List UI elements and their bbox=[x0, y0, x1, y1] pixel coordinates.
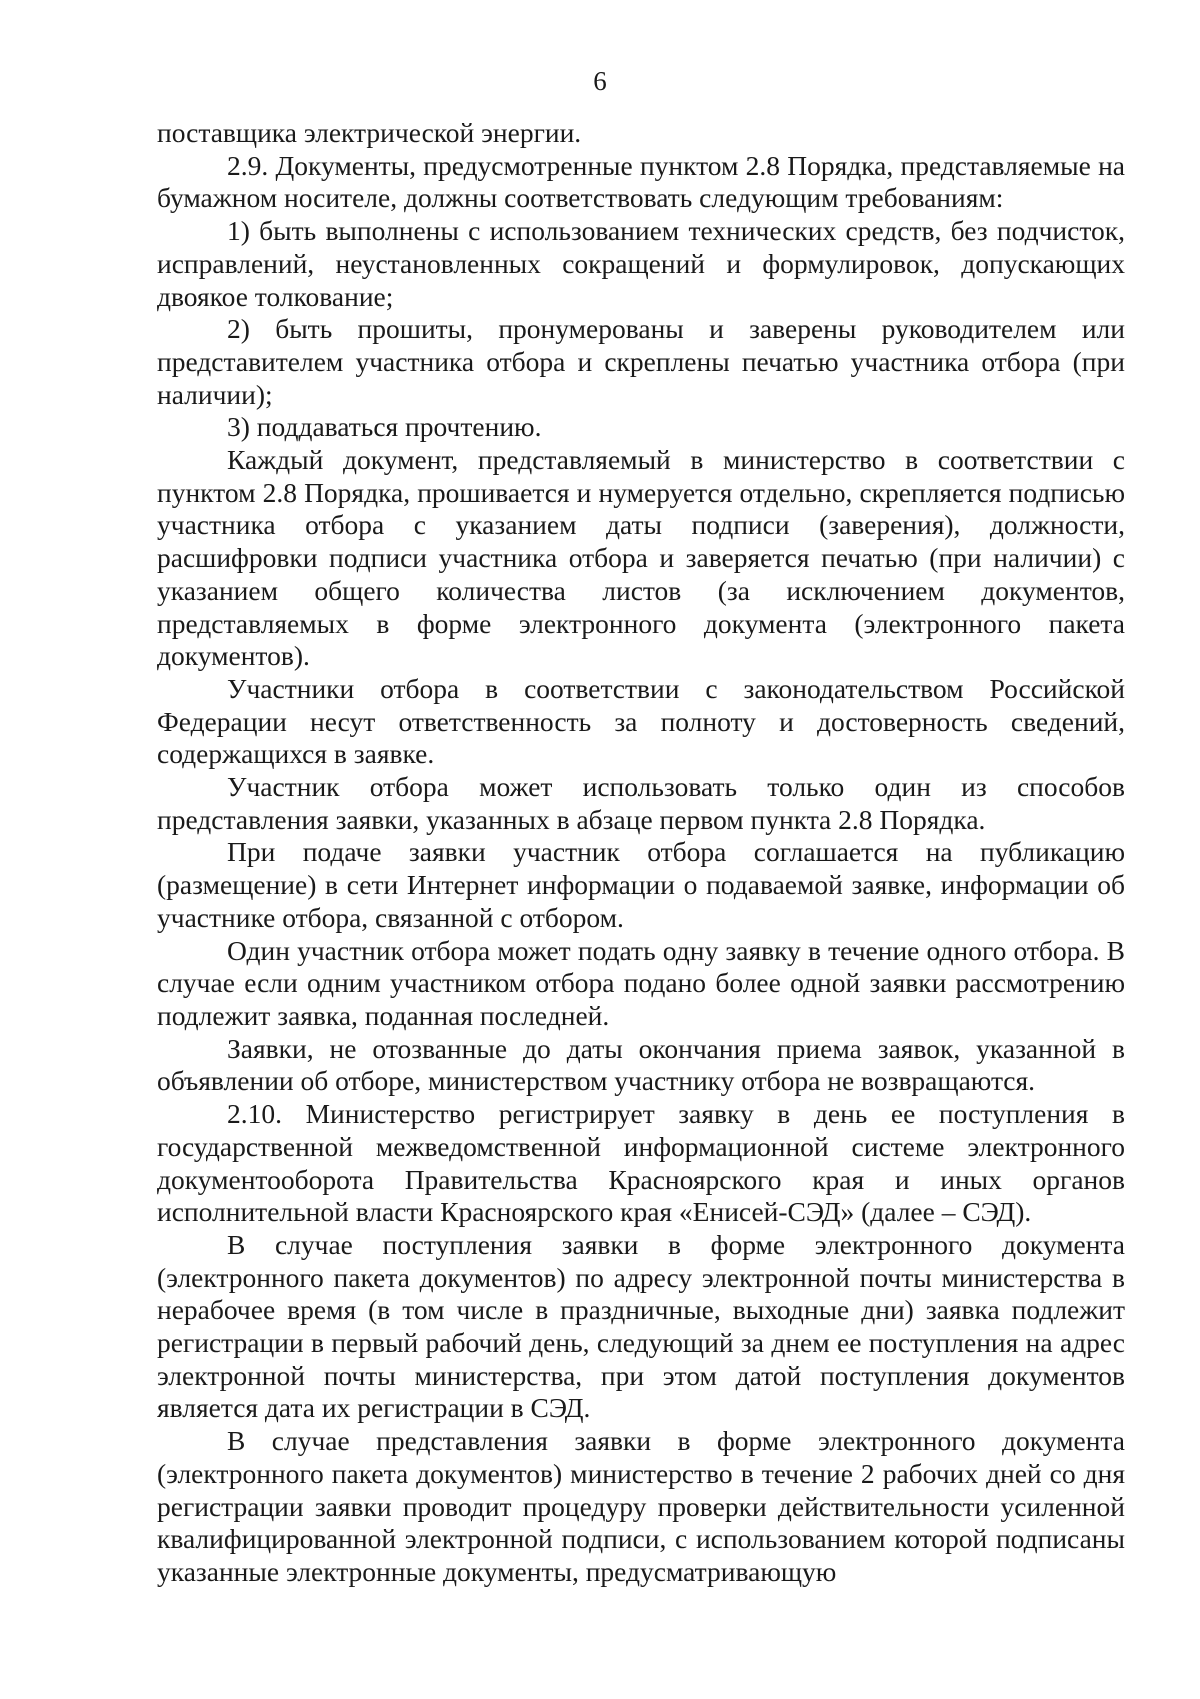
list-item-1: 1) быть выполнены с использованием технических средств, без подчисток, исправлений, неустановленных сокращений и формулировок, допускающих двоякое толкование; bbox=[157, 215, 1125, 312]
paragraph-2-9: 2.9. Документы, предусмотренные пунктом 2.8 Порядка, представляемые на бумажном носителе, должны соответствовать следующим требованиям: bbox=[157, 149, 1125, 214]
paragraph-2-10: 2.10. Министерство регистрирует заявку в день ее поступления в государственной межведомственной информационной системе электронного документооборота Правительства Красноярского края и иных органов исполнительной власти Красноярского края «Енисей-СЭД» (далее – СЭД). bbox=[157, 1098, 1125, 1228]
paragraph-one-application: Один участник отбора может подать одну заявку в течение одного отбора. В случае если одним участником отбора подано более одной заявки рассмотрению подлежит заявка, поданная последней. bbox=[157, 934, 1125, 1031]
paragraph-responsibility: Участники отбора в соответствии с законодательством Российской Федерации несут ответственность за полноту и достоверность сведений, содержащихся в заявке. bbox=[157, 672, 1125, 770]
paragraph-continuation: поставщика электрической энергии. bbox=[157, 117, 582, 148]
document-body bbox=[157, 117, 1125, 1589]
list-item-2: 2) быть прошиты, пронумерованы и заверены руководителем или представителем участника отбора и скреплены печатью участника отбора (при наличии); bbox=[157, 313, 1125, 410]
paragraph-each-document: Каждый документ, представляемый в министерство в соответствии с пунктом 2.8 Порядка, прошивается и нумеруется отдельно, скрепляется подписью участника отбора с указанием даты подписи (заверения), должности, расшифровки подписи участника отбора и заверяется печатью (при наличии) с указанием общего количества листов (за исключением документов, представляемых в форме электронного документа (электронного пакета документов). bbox=[157, 444, 1125, 672]
page-number: 6 bbox=[593, 66, 607, 96]
paragraph-not-returned: Заявки, не отозванные до даты окончания приема заявок, указанной в объявлении об отборе, министерством участнику отбора не возвращаются. bbox=[157, 1032, 1125, 1097]
paragraph-electronic-signature: В случае представления заявки в форме электронного документа (электронного пакета документов) министерство в течение 2 рабочих дней со дня регистрации заявки проводит процедуру проверки действительности усиленной квалифицированной электронной подписи, с использованием которой подписаны указанные электронные документы, предусматривающую bbox=[157, 1425, 1125, 1587]
paragraph-non-working-time: В случае поступления заявки в форме электронного документа (электронного пакета документов) по адресу электронной почты министерства в нерабочее время (в том числе в праздничные, выходные дни) заявка подлежит регистрации в первый рабочий день, следующий за днем ее поступления на адрес электронной почты министерства, при этом датой поступления документов является дата их регистрации в СЭД. bbox=[157, 1228, 1125, 1424]
paragraph-submission-method: Участник отбора может использовать только один из способов представления заявки, указанных в абзаце первом пункта 2.8 Порядка. bbox=[157, 771, 1125, 835]
list-item-3: 3) поддаваться прочтению. bbox=[227, 411, 542, 443]
paragraph-publication-consent: При подаче заявки участник отбора соглашается на публикацию (размещение) в сети Интернет информации о подаваемой заявке, информации об участнике отбора, связанной с отбором. bbox=[157, 836, 1125, 933]
